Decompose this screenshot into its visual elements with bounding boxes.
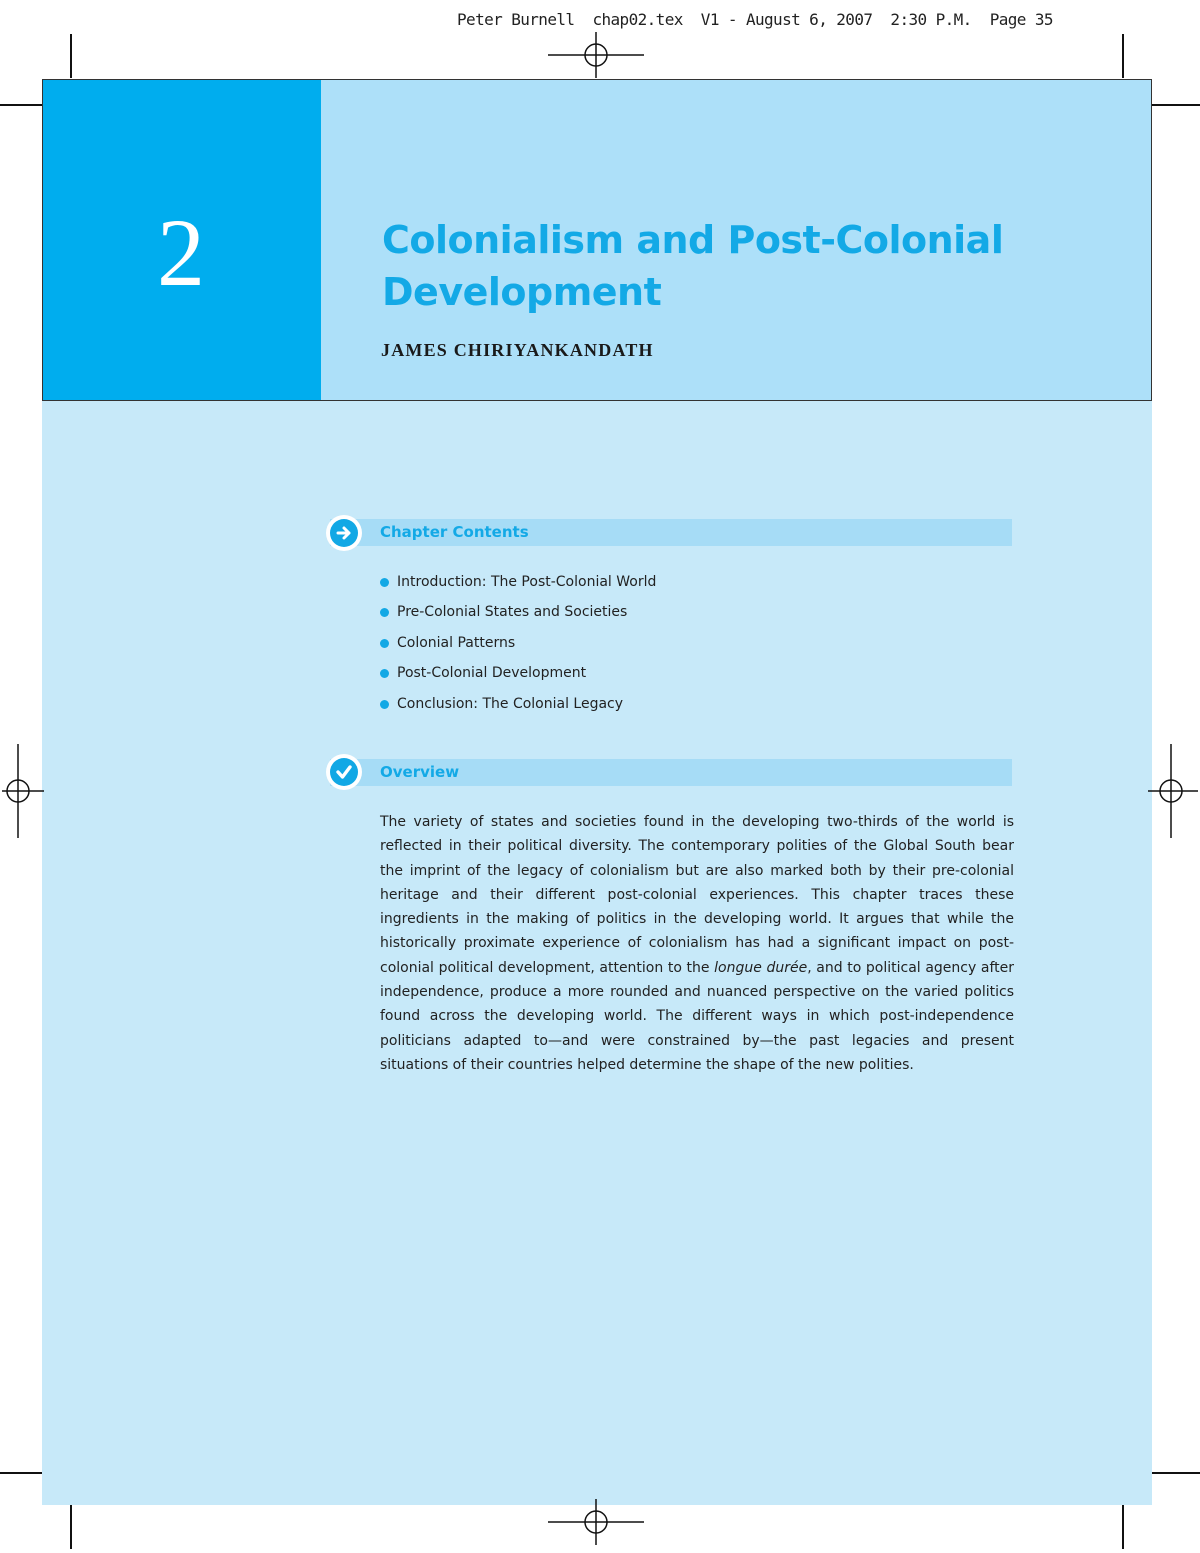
slug-author: Peter Burnell — [457, 10, 575, 29]
crop-mark — [1122, 34, 1124, 78]
overview-icon-circle — [326, 754, 362, 790]
crop-mark — [1152, 1472, 1200, 1474]
slug-version-date: V1 - August 6, 2007 — [700, 10, 873, 29]
contents-item — [380, 694, 656, 724]
bullet-icon — [380, 639, 389, 648]
registration-mark-top — [546, 30, 646, 80]
bullet-icon — [380, 669, 389, 678]
slug-file: chap02.tex — [592, 10, 683, 29]
contents-item-text: Pre-Colonial States and Societies — [397, 604, 628, 621]
chapter-title-line1: Colonialism and Post-Colonial — [382, 218, 1004, 262]
slug-time: 2:30 P.M. — [890, 10, 972, 29]
bullet-icon — [380, 578, 389, 587]
contents-label: Chapter Contents — [380, 523, 529, 541]
crop-mark — [0, 104, 42, 106]
crop-mark — [0, 1472, 42, 1474]
overview-text-start: The variety of states and societies found in the developing two-thirds of the world is reflected in their political diversity. The contemporary polities of the Global South bear the imprint of the legacy of colonialism but are also marked both by their pre-colonial heritage and their different post-colonial experiences. This chapter traces these ingredients in the making of politics in the developing world. It argues that while the historically proximate experience of colonialism has had a significant impact on post-colonial political development, attention to the — [380, 814, 1014, 976]
crop-mark — [1152, 104, 1200, 106]
contents-item-text: Conclusion: The Colonial Legacy — [397, 695, 624, 712]
chapter-title-line2: Development — [382, 270, 662, 314]
registration-mark-left — [0, 742, 46, 840]
checkmark-icon — [330, 758, 358, 786]
contents-list — [380, 572, 656, 724]
chapter-title — [382, 214, 1082, 318]
registration-mark-bottom — [546, 1497, 646, 1547]
overview-paragraph — [380, 810, 1014, 1077]
chapter-author: JAMES CHIRIYANKANDATH — [381, 340, 654, 360]
arrow-right-icon — [330, 519, 358, 547]
registration-mark-right — [1146, 742, 1200, 840]
overview-text-end: , and to political agency after independence, produce a more rounded and nuanced perspective on the varied politics found across the developing world. The different ways in which post-independence politicians adapted to—and were constrained by—the past legacies and present situations of their countries helped determine the shape of the new polities. — [380, 959, 1014, 1073]
slug-line — [457, 10, 1071, 29]
crop-mark — [70, 34, 72, 78]
chapter-number: 2 — [157, 199, 205, 306]
bullet-icon — [380, 700, 389, 709]
crop-mark — [70, 1505, 72, 1549]
contents-icon-circle — [326, 515, 362, 551]
bullet-icon — [380, 608, 389, 617]
contents-item-text: Introduction: The Post-Colonial World — [397, 574, 657, 590]
contents-item-text: Colonial Patterns — [397, 634, 516, 651]
contents-item — [380, 572, 656, 602]
contents-item — [380, 633, 656, 663]
crop-mark — [1122, 1505, 1124, 1549]
slug-page: Page 35 — [989, 10, 1053, 29]
overview-italic-term: longue durée — [714, 959, 808, 976]
overview-label: Overview — [380, 763, 460, 781]
contents-item — [380, 602, 656, 632]
contents-item — [380, 663, 656, 693]
contents-item-text: Post-Colonial Development — [397, 665, 587, 682]
